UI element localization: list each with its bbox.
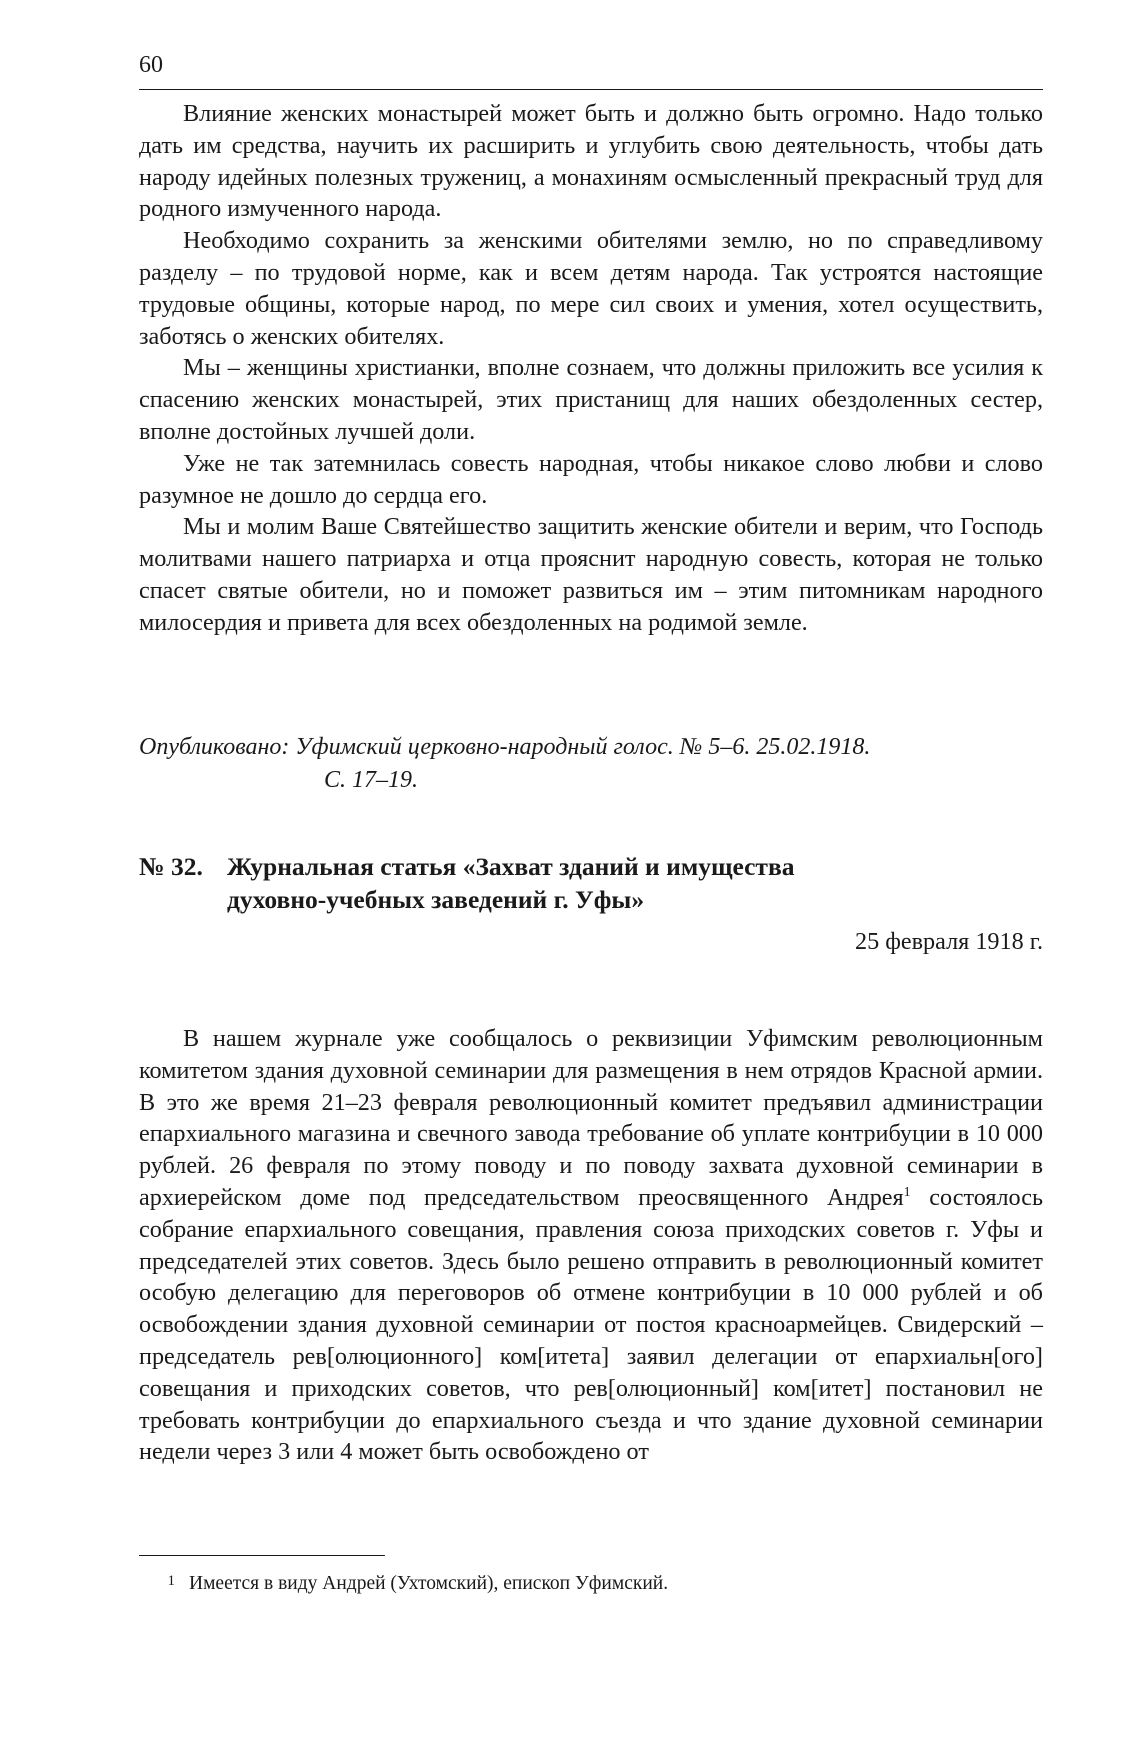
paragraph: Мы и молим Ваше Святейшество защитить женские обители и верим, что Господь молитвами нашего патриарха и отца прояснит народную совесть, которая не только спасет святые обители, но и поможет развиться им – этим питомникам народного милосердия и привета для всех обездоленных на родимой земле. <box>139 513 1043 636</box>
publication-source <box>139 731 1043 797</box>
paragraph <box>139 1023 1043 1468</box>
footnote-text: Имеется в виду Андрей (Ухтомский), епископ Уфимский. <box>189 1573 669 1594</box>
publication-source-line-1: Опубликовано: Уфимский церковно-народный голос. № 5–6. 25.02.1918. <box>139 734 871 760</box>
document-number: № 32. <box>139 852 203 881</box>
document-title-line-1: Журнальная статья «Захват зданий и имущества <box>227 852 795 881</box>
article-text-part-2: состоялось собрание епархиального совещания, правления союза приходских советов г. Уфы и председателей этих советов. Здесь было решено отправить в революционный комитет особую делегацию для переговоров об отмене контрибуции в 10 000 рублей и об освобождении здания духовной семинарии от постоя красноармейцев. Свидерский – председатель рев[олюционного] ком[итета] заявил делегации от епархиальн[ого] совещания и приходских советов, что рев[олюционный] ком[итет] постановил не требовать контрибуции до епархиального съезда и что здание духовной семинарии недели через 3 или 4 может быть освобождено от <box>139 1183 1043 1466</box>
article-body <box>139 1023 1043 1468</box>
publication-source-line-2: С. 17–19. <box>324 767 419 793</box>
footnote-rule <box>139 1555 385 1556</box>
letter-body <box>139 98 1043 639</box>
footnote <box>139 1571 1043 1597</box>
footnote-mark: 1 <box>167 1573 175 1589</box>
paragraph: Уже не так затемнилась совесть народная, чтобы никакое слово любви и слово разумное не дошло до сердца его. <box>139 449 1043 509</box>
paragraph: Влияние женских монастырей может быть и должно быть огромно. Надо только дать им средства, научить их расширить и углубить свою деятельность, чтобы дать народу идейных полезных тружениц, а монахиням осмысленный прекрасный труд для родного измученного народа. <box>139 100 1043 223</box>
document-heading <box>139 850 1043 916</box>
document-title-line-2: духовно-учебных заведений г. Уфы» <box>227 885 645 914</box>
paragraph: Необходимо сохранить за женскими обителями землю, но по справедливому разделу – по трудовой норме, как и всем детям народа. Так устроятся настоящие трудовые общины, которые народ, по мере сил своих и умения, хотел осуществить, заботясь о женских обителях. <box>139 227 1043 350</box>
header-rule <box>139 89 1043 90</box>
page-number: 60 <box>139 52 163 78</box>
footnote-reference[interactable]: 1 <box>903 1184 911 1200</box>
paragraph: Мы – женщины христианки, вполне сознаем, что должны приложить все усилия к спасению женских монастырей, этих пристанищ для наших обездоленных сестер, вполне достойных лучшей доли. <box>139 354 1043 445</box>
document-date: 25 февраля 1918 г. <box>854 928 1043 955</box>
article-text-part-1: В нашем журнале уже сообщалось о реквизиции Уфимским революционным комитетом здания духовной семинарии для размещения в нем отрядов Красной армии. В это же время 21–23 февраля революционный комитет предъявил администрации епархиального магазина и свечного завода требование об уплате контрибуции в 10 000 рублей. 26 февраля по этому поводу и по поводу захвата духовной семинарии в архиерейском доме под председательством преосвященного Андрея <box>139 1025 1043 1211</box>
